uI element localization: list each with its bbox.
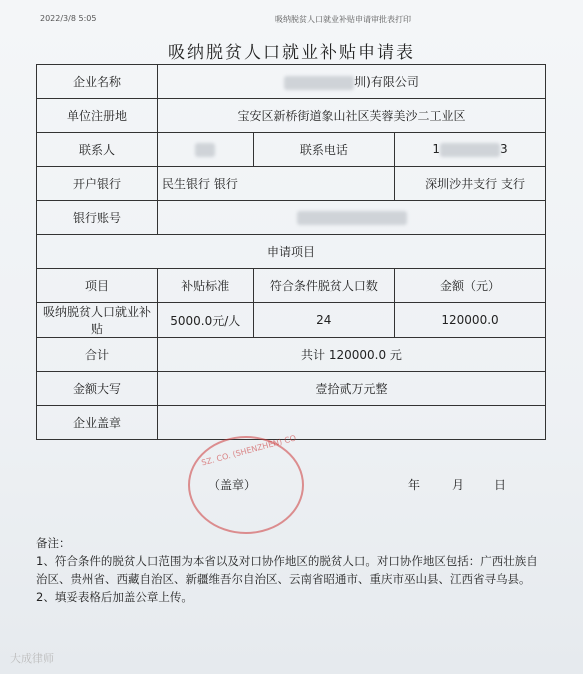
redacted-text — [440, 143, 500, 157]
row-bank — [37, 167, 546, 201]
row-section — [37, 235, 546, 269]
phone-label: 联系电话 — [253, 133, 394, 167]
date-month: 月 — [452, 478, 465, 492]
redacted-text — [297, 211, 407, 225]
row-account — [37, 201, 546, 235]
notes-heading: 备注： — [36, 536, 71, 550]
print-timestamp: 2022/3/8 5:05 — [40, 14, 97, 23]
upper-value: 壹拾贰万元整 — [158, 372, 546, 406]
account-label: 银行账号 — [37, 201, 158, 235]
phone-value-cell — [395, 133, 546, 167]
item-name: 吸纳脱贫人口就业补贴 — [37, 303, 158, 338]
item-amount: 120000.0 — [395, 303, 546, 338]
print-header — [40, 14, 411, 24]
company-value-cell — [158, 65, 546, 99]
date-year: 年 — [408, 478, 421, 492]
total-label: 合计 — [37, 338, 158, 372]
seal-label: 企业盖章 — [37, 406, 158, 440]
seal-stamp-text: （盖章） — [208, 478, 257, 492]
account-value-cell — [158, 201, 546, 235]
item-standard: 5000.0元/人 — [158, 303, 254, 338]
contact-label: 联系人 — [37, 133, 158, 167]
upper-label: 金额大写 — [37, 372, 158, 406]
item-count: 24 — [253, 303, 394, 338]
company-label: 企业名称 — [37, 65, 158, 99]
row-item — [37, 303, 546, 338]
row-address — [37, 99, 546, 133]
redacted-text — [195, 143, 215, 157]
bank-label: 开户银行 — [37, 167, 158, 201]
total-value: 共计 120000.0 元 — [158, 338, 546, 372]
row-upper — [37, 372, 546, 406]
col-amount: 金额（元） — [395, 269, 546, 303]
phone-suffix: 3 — [500, 142, 508, 157]
address-value: 宝安区新桥街道象山社区芙蓉美沙二工业区 — [158, 99, 546, 133]
notes-section — [36, 534, 546, 606]
print-header-title: 吸纳脱贫人口就业补贴申请审批表打印 — [275, 15, 411, 24]
section-label: 申请项目 — [37, 235, 546, 269]
company-value: 圳)有限公司 — [354, 75, 419, 89]
notes-line-1: 1、符合条件的脱贫人口范围为本省以及对口协作地区的脱贫人口。对口协作地区包括：广西壮族自治区、贵州省、西藏自治区、新疆维吾尔自治区、云南省昭通市、重庆市巫山县、江西省寻乌县。 — [36, 554, 538, 586]
bank-value: 民生银行 银行 — [158, 167, 395, 201]
row-contact — [37, 133, 546, 167]
col-standard: 补贴标准 — [158, 269, 254, 303]
redacted-text — [284, 76, 354, 90]
row-total — [37, 338, 546, 372]
col-count: 符合条件脱贫人口数 — [253, 269, 394, 303]
address-label: 单位注册地 — [37, 99, 158, 133]
notes-line-2: 2、填妥表格后加盖公章上传。 — [36, 590, 193, 604]
col-item: 项目 — [37, 269, 158, 303]
form-title: 吸纳脱贫人口就业补贴申请表 — [168, 43, 415, 63]
date-day: 日 — [494, 478, 507, 492]
phone-value: 1 — [432, 142, 441, 157]
watermark-text: 大成律师 — [10, 652, 54, 665]
row-columns — [37, 269, 546, 303]
bank-branch: 深圳沙井支行 支行 — [395, 167, 546, 201]
contact-value-cell — [158, 133, 254, 167]
seal-text: SZ. CO. (SHENZHEN) CO — [200, 433, 298, 468]
row-company — [37, 65, 546, 99]
